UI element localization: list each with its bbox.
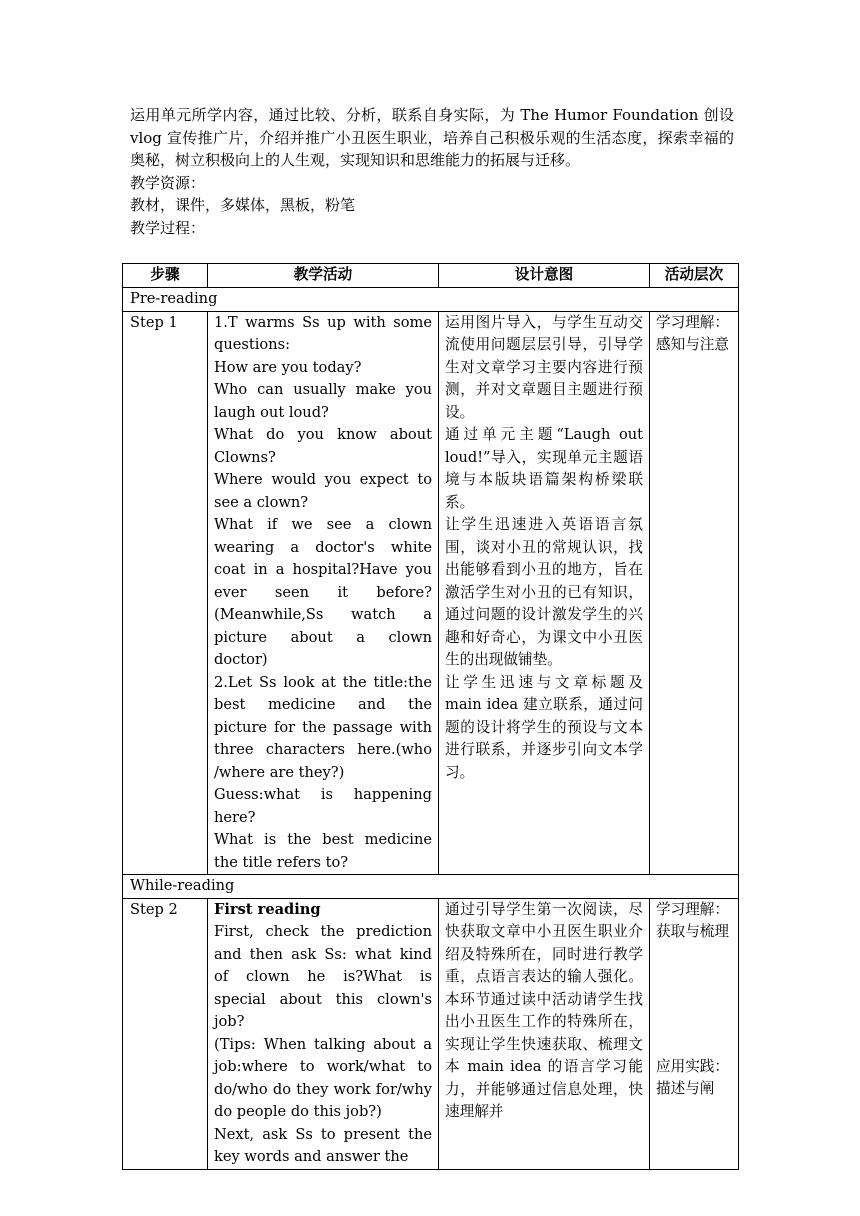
level-spacer: [656, 944, 732, 1056]
header-step: 步骤: [123, 264, 208, 288]
level-category: 学习理解：: [656, 313, 729, 331]
header-level: 活动层次: [650, 264, 739, 288]
activity-line: What do you know about Clowns?: [214, 426, 432, 466]
level-detail: 获取与梳理: [656, 923, 729, 940]
activity-line: Guess:what is happening here?: [214, 786, 432, 826]
step-cell: Step 1: [123, 311, 208, 875]
level-category: 学习理解：: [656, 900, 729, 918]
activity-line: First, check the prediction and then ask Ss: what kind of clown he is?What is special about this clown's job?: [214, 923, 432, 1030]
level-detail: 感知与注意: [656, 336, 729, 353]
table-row: [123, 311, 739, 875]
table-row: [123, 898, 739, 1169]
header-intent: 设计意图: [439, 264, 650, 288]
section-label: While-reading: [123, 875, 739, 899]
resources-text: 教材，课件，多媒体，黑板，粉笔: [130, 196, 356, 214]
step-cell: Step 2: [123, 898, 208, 1169]
section-row-while-reading: [123, 875, 739, 899]
activity-line: Where would you expect to see a clown?: [214, 471, 432, 511]
intent-cell: [439, 311, 650, 875]
intent-cell: [439, 898, 650, 1169]
process-label: 教学过程：: [130, 218, 206, 237]
activity-cell: [208, 898, 439, 1169]
activity-line: What if we see a clown wearing a doctor's white coat in a hospital?Have you ever seen it before?(Meanwhile,Ss watch a picture about a clown doctor): [214, 516, 432, 668]
activity-line: How are you today?: [214, 358, 362, 376]
activity-line: Who can usually make you laugh out loud?: [214, 381, 432, 421]
intent-paragraph: 通过单元主题“Laugh out loud!”导入，实现单元主题语境与本版块语篇架构桥梁联系。: [445, 426, 643, 511]
activity-line: 1.T warms Ss up with some questions:: [214, 313, 432, 353]
activity-line: What is the best medicine the title refers to?: [214, 831, 432, 871]
level-cell: [650, 311, 739, 875]
intent-paragraph: 运用图片导入，与学生互动交流使用问题层层引导，引导学生对文章学习主要内容进行预测，并对文章题目主题进行预设。: [445, 313, 643, 421]
table-header-row: [123, 264, 739, 288]
header-activity: 教学活动: [208, 264, 439, 288]
activity-line: (Tips: When talking about a job:where to work/what to do/who do they work for/why do people do this job?): [214, 1035, 432, 1120]
intro-paragraph: 运用单元所学内容，通过比较、分析，联系自身实际，为 The Humor Foundation 创设 vlog 宣传推广片，介绍并推广小丑医生职业，培养自己积极乐观的生活态度，探索幸福的奥秘，树立积极向上的人生观，实现知识和思维能力的拓展与迁移。: [130, 106, 734, 169]
intent-paragraph: 通过引导学生第一次阅读，尽快获取文章中小丑医生职业介绍及特殊所在，同时进行教学重，点语言表达的输人强化。本环节通过读中活动请学生找出小丑医生工作的特殊所在，实现让学生快速获取、梳理文本 main idea 的语言学习能力，并能够通过信息处理，快速理解并: [445, 900, 643, 1120]
intro-section: [130, 104, 734, 239]
intent-paragraph: 让学生迅速进入英语语言氛围，谈对小丑的常规认识，找出能够看到小丑的地方，旨在激活学生对小丑的已有知识，通过问题的设计激发学生的兴趣和好奇心，为课文中小丑医生的出现做铺垫。: [445, 516, 643, 668]
level-category: 应用实践：: [656, 1057, 729, 1075]
resources-label: 教学资源：: [130, 173, 206, 192]
activity-line: 2.Let Ss look at the title:the best medicine and the picture for the passage with three characters here.(who /where are they?): [214, 673, 432, 781]
activity-cell: [208, 311, 439, 875]
level-cell: [650, 898, 739, 1169]
lesson-table: [122, 263, 739, 1170]
section-row-pre-reading: [123, 288, 739, 312]
activity-line: Next, ask Ss to present the key words and answer the: [214, 1125, 432, 1165]
section-label: Pre-reading: [123, 288, 739, 312]
level-detail: 描述与阐: [656, 1080, 715, 1097]
activity-title: First reading: [214, 900, 321, 918]
intent-paragraph: 让学生迅速与文章标题及 main idea 建立联系，通过问题的设计将学生的预设与文本进行联系，并逐步引向文本学习。: [445, 673, 643, 781]
